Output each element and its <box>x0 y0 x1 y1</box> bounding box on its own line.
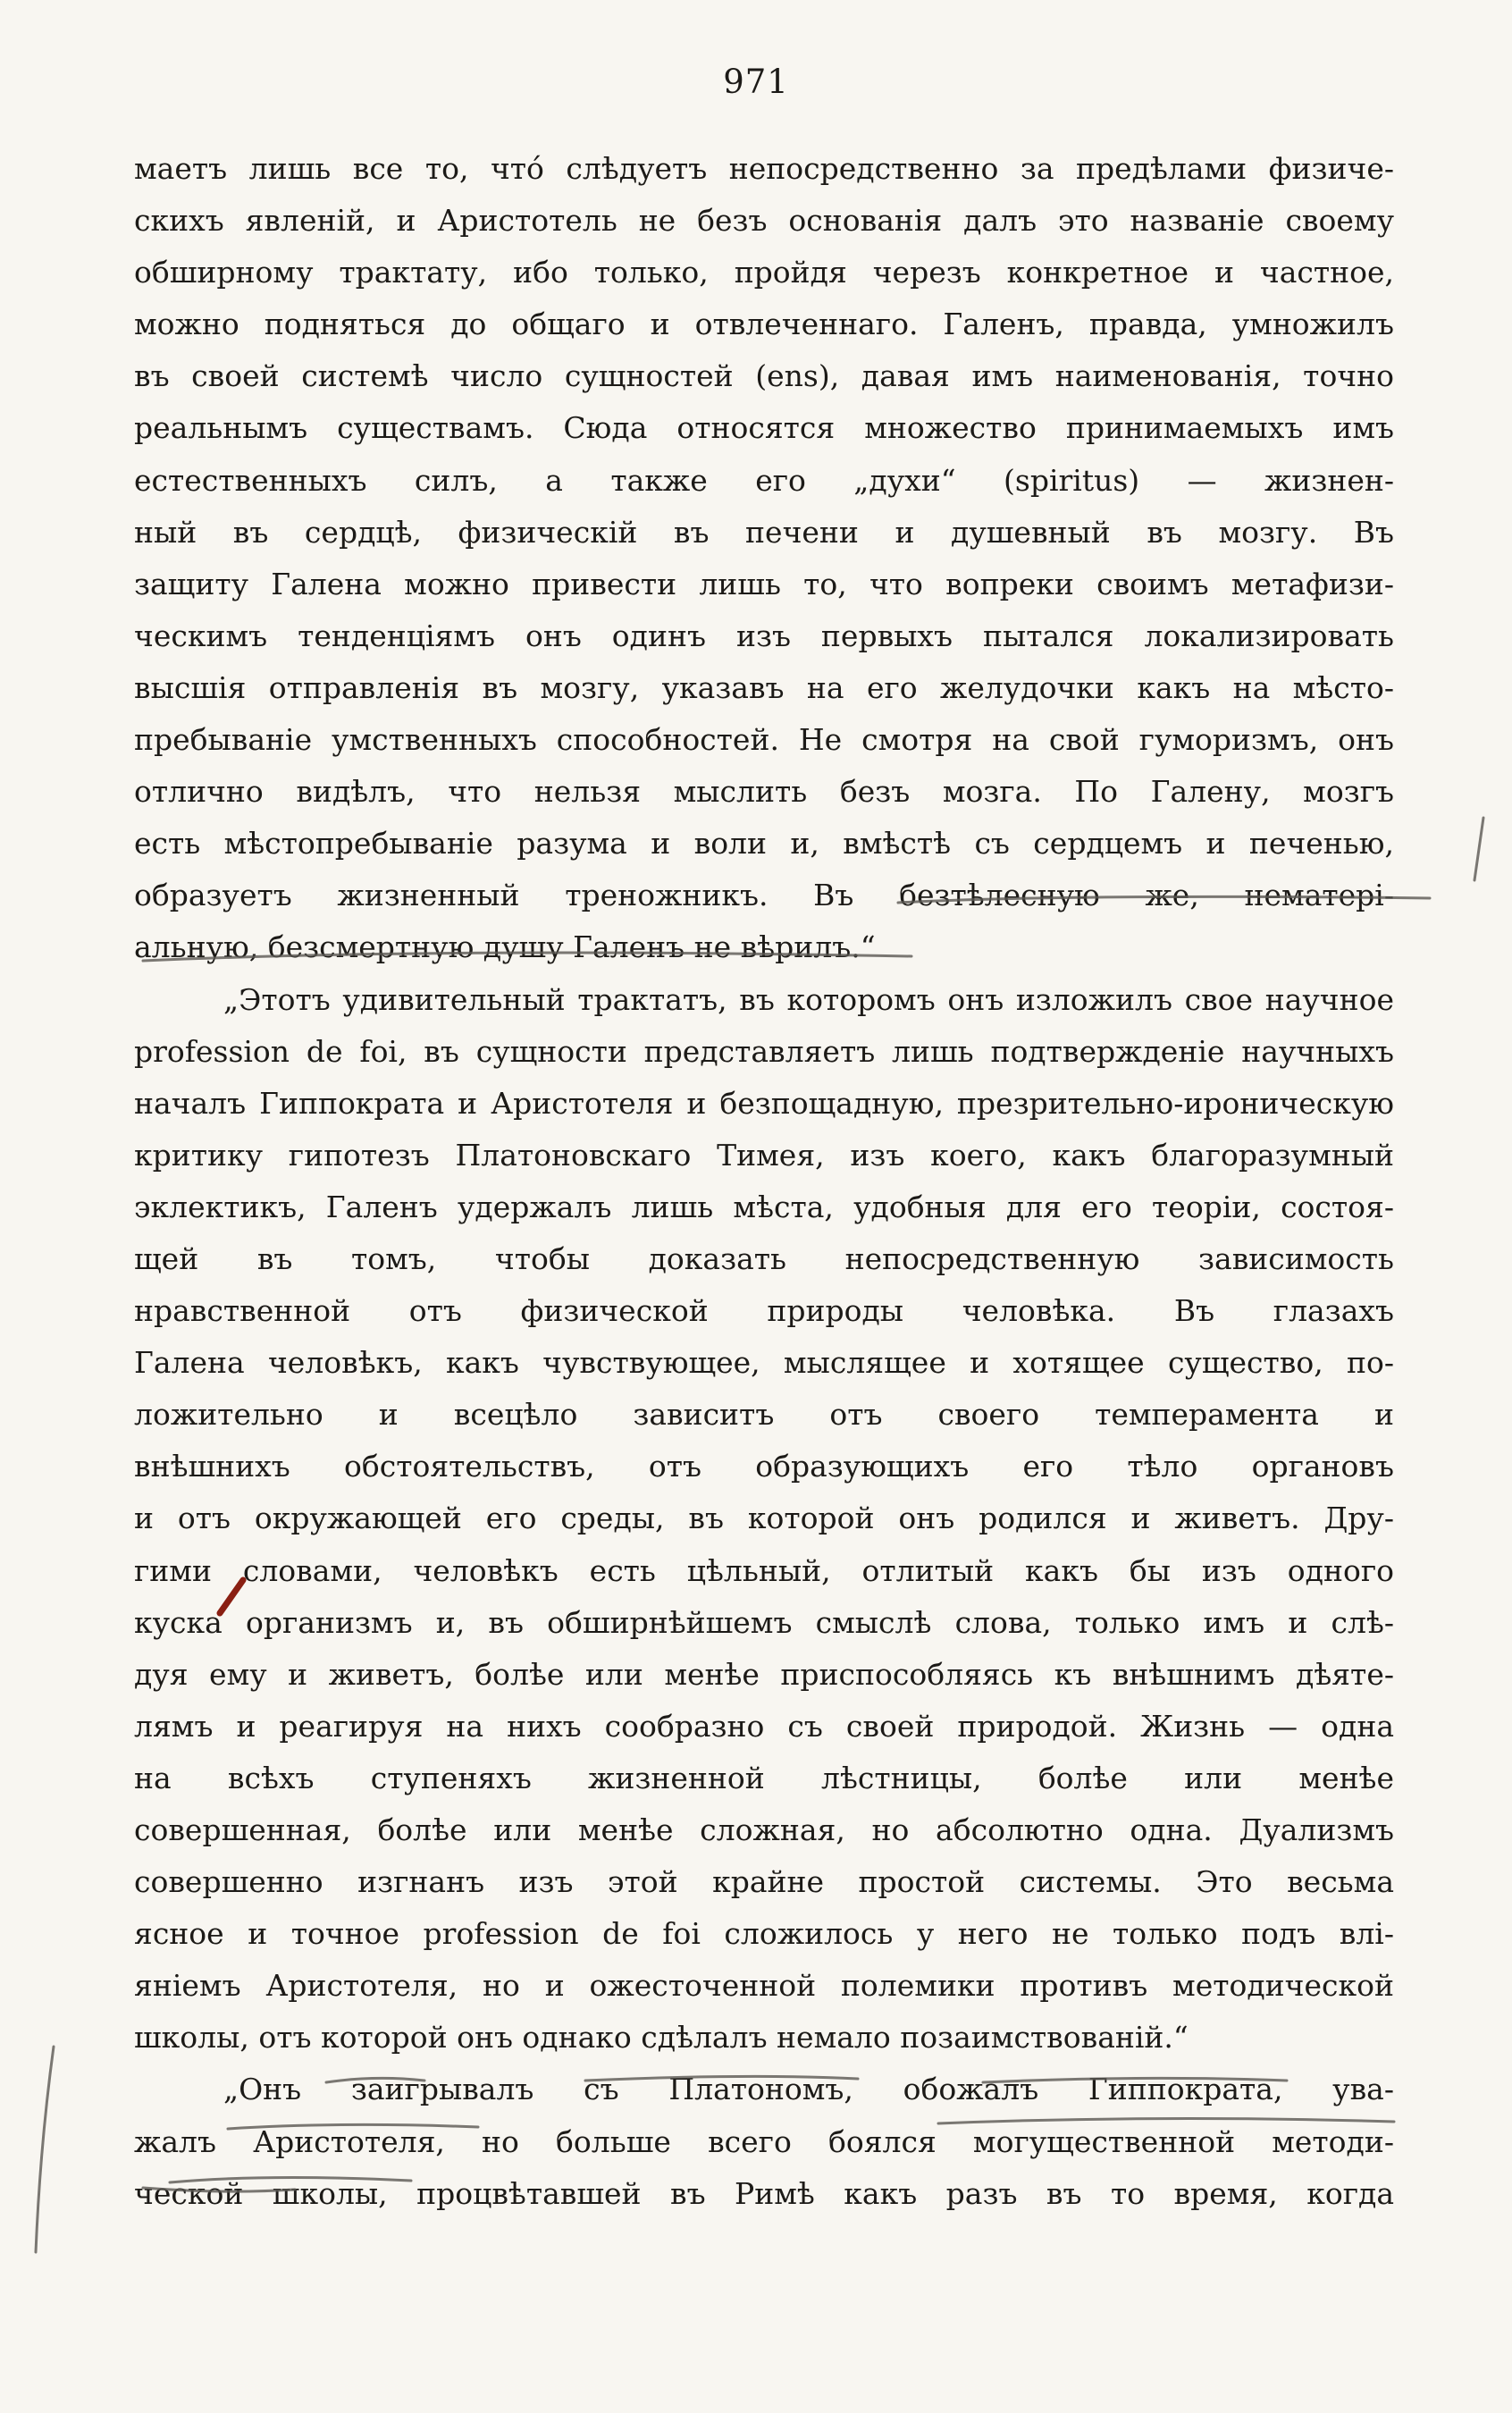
margin-stroke-right <box>1474 818 1483 880</box>
page-number: 971 <box>723 63 789 101</box>
text-line: Галена человѣкъ, какъ чувствующее, мыслящее и хотящее существо, по- <box>134 1345 1394 1381</box>
text-line: образуетъ жизненный треножникъ. Въ безтѣлесную же, нематері- <box>134 878 1394 913</box>
text-line: на всѣхъ ступеняхъ жизненной лѣстницы, болѣе или менѣе <box>134 1760 1394 1795</box>
text-line: отлично видѣлъ, что нельзя мыслить безъ мозга. По Галену, мозгъ <box>134 774 1394 810</box>
text-line: реальнымъ существамъ. Сюда относятся множество принимаемыхъ имъ <box>134 410 1394 446</box>
text-line: куска организмъ и, въ обширнѣйшемъ смыслѣ слова, только имъ и слѣ- <box>134 1604 1394 1640</box>
text-line: началъ Гиппократа и Аристотеля и безпощадную, презрительно-ироническую <box>134 1085 1394 1121</box>
text-line: ный въ сердцѣ, физическій въ печени и душевный въ мозгу. Въ <box>134 514 1394 550</box>
text-line: яніемъ Аристотеля, но и ожесточенной полемики противъ методической <box>134 1968 1394 2004</box>
text-line: внѣшнихъ обстоятельствъ, отъ образующихъ его тѣло органовъ <box>134 1449 1394 1484</box>
text-line: profession de foi, въ сущности представляетъ лишь подтвержденіе научныхъ <box>134 1033 1394 1069</box>
text-line: совершенная, болѣе или менѣе сложная, но абсолютно одна. Дуализмъ <box>134 1812 1394 1847</box>
text-line: и отъ окружающей его среды, въ которой онъ родился и живетъ. Дру- <box>134 1501 1394 1536</box>
text-line: можно подняться до общаго и отвлеченнаго. Галенъ, правда, умножилъ <box>134 307 1394 342</box>
text-line: „Этотъ удивительный трактатъ, въ которомъ онъ изложилъ свое научное <box>223 981 1394 1017</box>
text-line: скихъ явленій, и Аристотель не безъ основанія далъ это названіе своему <box>134 203 1394 239</box>
text-line: въ своей системѣ число сущностей (ens), давая имъ наименованія, точно <box>134 358 1394 394</box>
text-block <box>134 143 1394 2220</box>
text-line: ложительно и всецѣло зависитъ отъ своего темперамента и <box>134 1397 1394 1433</box>
text-line: высшія отправленія въ мозгу, указавъ на его желудочки какъ на мѣсто- <box>134 669 1394 705</box>
text-line: щей въ томъ, чтобы доказать непосредственную зависимость <box>134 1240 1394 1276</box>
text-line: нравственной отъ физической природы человѣка. Въ глазахъ <box>134 1293 1394 1329</box>
text-line: „Онъ заигрывалъ съ Платономъ, обожалъ Гиппократа, ува- <box>223 2072 1394 2107</box>
text-line: обширному трактату, ибо только, пройдя черезъ конкретное и частное, <box>134 255 1394 290</box>
text-line: маетъ лишь все то, чтó слѣдуетъ непосредственно за предѣлами физиче- <box>134 151 1394 186</box>
text-line: пребываніе умственныхъ способностей. Не смотря на свой гуморизмъ, онъ <box>134 722 1394 758</box>
text-line: совершенно изгнанъ изъ этой крайне простой системы. Это весьма <box>134 1864 1394 1900</box>
text-line: ясное и точное profession de foi сложилось у него не только подъ влі- <box>134 1916 1394 1952</box>
text-line: критику гипотезъ Платоновскаго Тимея, изъ коего, какъ благоразумный <box>134 1137 1394 1173</box>
text-line: гими словами, человѣкъ есть цѣльный, отлитый какъ бы изъ одного <box>134 1552 1394 1588</box>
text-line: жалъ Аристотеля, но больше всего боялся могущественной методи- <box>134 2123 1394 2159</box>
text-line: защиту Галена можно привести лишь то, что вопреки своимъ метафизи- <box>134 566 1394 601</box>
text-line: школы, отъ которой онъ однако сдѣлалъ немало позаимствованій.“ <box>134 2020 1189 2056</box>
text-line: дуя ему и живетъ, болѣе или менѣе приспособляясь къ внѣшнимъ дѣяте- <box>134 1656 1394 1692</box>
text-line: есть мѣстопребываніе разума и воли и, вмѣстѣ съ сердцемъ и печенью, <box>134 826 1394 862</box>
text-line: эклектикъ, Галенъ удержалъ лишь мѣста, удобныя для его теоріи, состоя- <box>134 1189 1394 1224</box>
text-line: естественныхъ силъ, а также его „духи“ (spiritus) — жизнен- <box>134 462 1394 498</box>
text-line: альную, безсмертную душу Галенъ не вѣрилъ.“ <box>134 929 876 965</box>
text-line: лямъ и реагируя на нихъ сообразно съ своей природой. Жизнь — одна <box>134 1708 1394 1744</box>
margin-stroke-left <box>36 2047 54 2252</box>
text-line: ческимъ тенденціямъ онъ одинъ изъ первыхъ пытался локализировать <box>134 618 1394 653</box>
text-line: ческой школы, процвѣтавшей въ Римѣ какъ разъ въ то время, когда <box>134 2175 1394 2211</box>
